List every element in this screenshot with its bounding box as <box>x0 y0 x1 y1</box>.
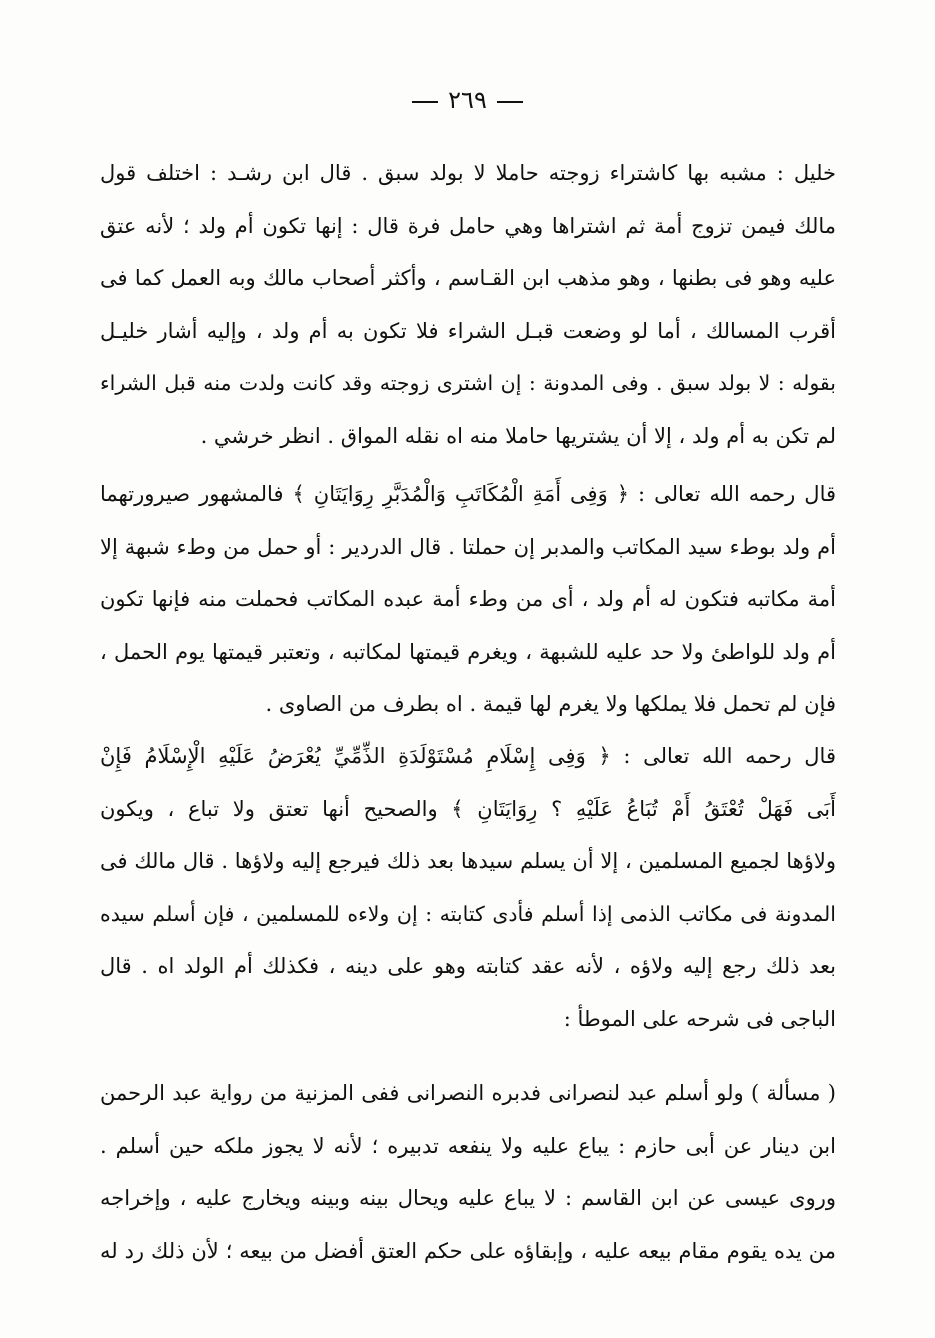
text-line: ابن دينار عن أبى حازم : يباع عليه ولا ينفعه تدبيره ؛ لأنه لا يجوز ملكه حين أسلم . <box>100 1133 836 1158</box>
text-line: من يده يقوم مقام بيعه عليه ، وإبقاؤه على حكم العتق أفضل من بيعه ؛ لأن ذلك رد له <box>100 1238 836 1263</box>
text-line: فإن لم تحمل فلا يملكها ولا يغرم لها قيمة . اه بطرف من الصاوى . <box>265 692 836 717</box>
text-line: أمة مكاتبه فتكون له أم ولد ، أى من وطء أمة عبده المكاتب فحملت منه فإنها تكون <box>100 587 836 612</box>
right-dash <box>497 101 523 103</box>
text-line: قال رحمه الله تعالى : ﴿ وَفِى إِسْلَامِ مُسْتَوْلَدَةِ الذِّمِّيِّ يُعْرَضُ عَلَيْهِ الْإِسْلَامُ فَإِنْ <box>100 744 836 768</box>
text-line: أَبَى فَهَلْ تُعْتَقُ أَمْ تُبَاعُ عَلَيْهِ ؟ رِوَايَتَانِ ﴾ والصحيح أنها تعتق ولا تباع ، ويكون <box>100 796 836 821</box>
text-line: بعد ذلك رجع إليه ولاؤه ، لأنه عقد كتابته وهو على دينه ، فكذلك أم الولد اه . قال <box>100 954 836 979</box>
text-line: أقرب المسالك ، أما لو وضعت قبـل الشراء فلا تكون به أم ولد ، وإليه أشار خليـل <box>100 318 836 343</box>
text-line: عليه وهو فى بطنها ، وهو مذهب ابن القـاسم ، وأكثر أصحاب مالك وبه العمل كما فى <box>100 266 836 291</box>
paragraph-3 <box>100 730 836 1046</box>
text-line: أم ولد للواطئ ولا حد عليه للشبهة ، ويغرم قيمتها لمكاتبه ، وتعتبر قيمتها يوم الحمل ، <box>100 639 836 664</box>
text-line: قال رحمه الله تعالى : ﴿ وَفِى أَمَةِ الْمُكَاتَبِ وَالْمُدَبَّرِ رِوَايَتَانِ ﴾ فالمشهور صيرورتهما <box>100 482 836 506</box>
paragraph-1 <box>100 147 836 463</box>
left-dash <box>412 101 438 103</box>
paragraph-2 <box>100 468 836 731</box>
paragraph-4 <box>100 1067 836 1277</box>
text-line: الباجى فى شرحه على الموطأ : <box>563 1006 836 1031</box>
text-line: أم ولد بوطء سيد المكاتب والمدبر إن حملتا . قال الدردير : أو حمل من وطء شبهة إلا <box>100 534 836 559</box>
text-line: مالك فيمن تزوج أمة ثم اشتراها وهي حامل فرة قال : إنها تكون أم ولد ؛ لأنه عتق <box>100 213 836 238</box>
page-number-text: ٢٦٩ <box>448 86 487 114</box>
text-line: ( مسألة ) ولو أسلم عبد لنصرانى فدبره النصرانى ففى المزنية من رواية عبد الرحمن <box>100 1081 836 1105</box>
text-line: وروى عيسى عن ابن القاسم : لا يباع عليه ويحال بينه وبينه ويخارج عليه ، وإخراجه <box>100 1186 836 1211</box>
text-line: خليل : مشبه بها كاشتراء زوجته حاملا لا بولد سبق . قال ابن رشـد : اختلف قول <box>100 161 836 185</box>
text-line: المدونة فى مكاتب الذمى إذا أسلم فأدى كتابته : إن ولاءه للمسلمين ، فإن أسلم سيده <box>100 901 836 926</box>
text-line: ولاؤها لجميع المسلمين ، إلا أن يسلم سيدها بعد ذلك فيرجع إليه ولاؤها . قال مالك فى <box>100 849 836 874</box>
text-line: بقوله : لا بولد سبق . وفى المدونة : إن اشترى زوجته وقد كانت ولدت منه قبل الشراء <box>100 371 836 396</box>
page-number <box>0 86 935 114</box>
text-line: لم تكن به أم ولد ، إلا أن يشتريها حاملا منه اه نقله المواق . انظر خرشي . <box>200 423 836 448</box>
